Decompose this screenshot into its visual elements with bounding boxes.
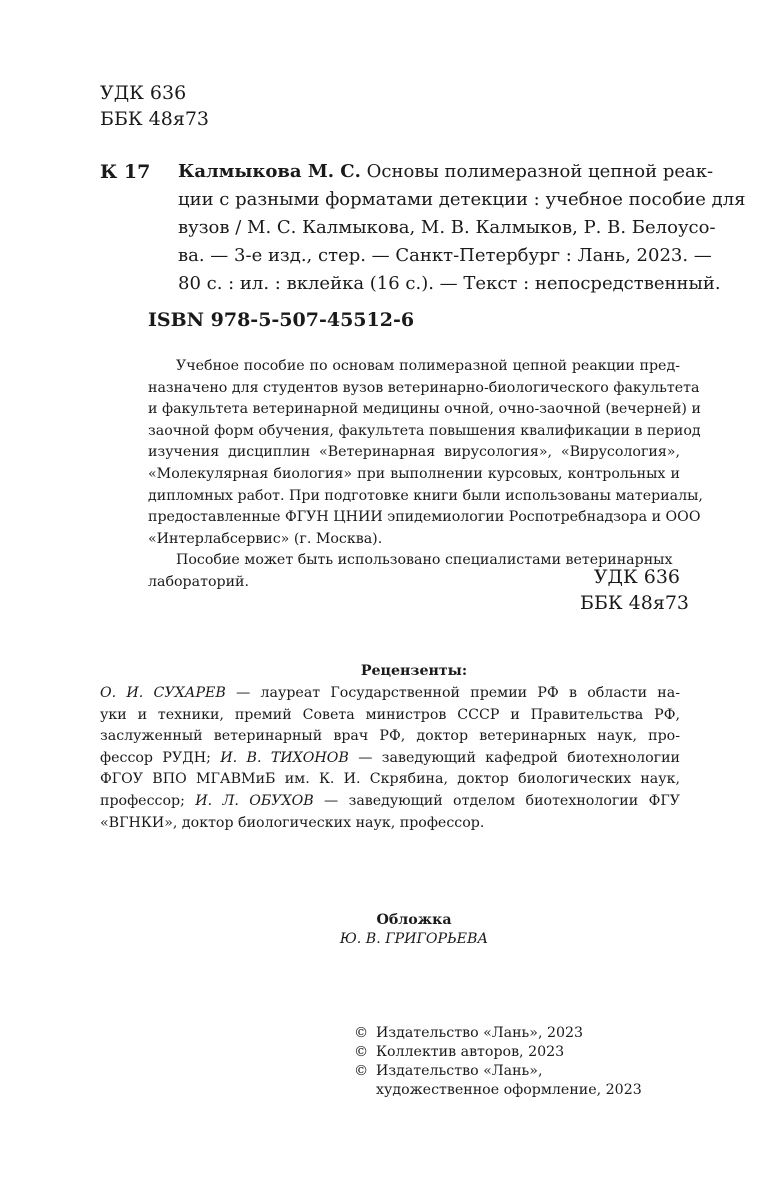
annotation-line: Пособие может быть использовано специалистами ветеринарных	[176, 552, 673, 569]
copyright-symbol: ©	[354, 1025, 369, 1041]
copyright-line: © Коллектив авторов, 2023	[354, 1044, 565, 1060]
annotation-line: дипломных работ. При подготовке книги были использованы материалы,	[148, 487, 703, 504]
annotation-line: заочной форм обучения, факультета повышения квалификации в период	[148, 422, 701, 439]
copyright-line: © Издательство «Лань»,	[354, 1063, 543, 1079]
reviewers-line: «ВГНКИ», доктор биологических наук, профессор.	[100, 814, 485, 831]
catalog-line: Калмыкова М. С. Основы полимеразной цепной реак-	[178, 161, 714, 182]
annotation-line: Учебное пособие по основам полимеразной цепной реакции пред-	[176, 358, 680, 374]
annotation-line: изучения дисциплин «Ветеринарная вирусология», «Вирусология»,	[148, 444, 680, 461]
udk-code: УДК 636	[100, 82, 187, 104]
annotation-line: лабораторий.	[148, 573, 249, 590]
author-sign: К 17	[100, 161, 151, 183]
catalog-author: Калмыкова М. С.	[178, 161, 361, 182]
reviewers-line: заслуженный ветеринарный врач РФ, доктор ветеринарных наук, про-	[100, 728, 680, 745]
annotation-line: «Молекулярная биология» при выполнении курсовых, контрольных и	[148, 465, 680, 482]
reviewers-line: уки и техники, премий Совета министров СССР и Правительства РФ,	[100, 706, 680, 723]
catalog-line: ции с разными форматами детекции : учебное пособие для	[178, 189, 746, 210]
bottom-classification-codes	[580, 564, 690, 616]
udk-code-bottom: УДК 636	[593, 566, 680, 588]
catalog-entry	[178, 158, 746, 298]
annotation-line: назначено для студентов вузов ветеринарно-биологического факультета	[148, 379, 700, 396]
reviewers-line: профессор; И. Л. ОБУХОВ — заведующий отделом биотехнологии ФГУ	[100, 792, 681, 809]
annotation-line: предоставленные ФГУН ЦНИИ эпидемиологии Роспотребнадзора и ООО	[148, 509, 701, 526]
bbk-code-bottom: ББК 48я73	[580, 592, 690, 614]
bbk-code: ББК 48я73	[100, 108, 210, 130]
cover-heading: Обложка	[376, 912, 452, 928]
copyright-line: © Издательство «Лань», 2023	[354, 1025, 584, 1041]
catalog-line: ва. — 3-е изд., стер. — Санкт-Петербург : Лань, 2023. —	[178, 245, 712, 266]
reviewer-name: И. Л. ОБУХОВ	[195, 792, 314, 809]
annotation-line: «Интерлабсервис» (г. Москва).	[148, 530, 383, 547]
reviewer-name: О. И. СУХАРЕВ	[100, 685, 226, 701]
reviewers-line: ФГОУ ВПО МГАВМиБ им. К. И. Скрябина, доктор биологических наук,	[100, 771, 680, 788]
reviewers-line: фессор РУДН; И. В. ТИХОНОВ — заведующий кафедрой биотехнологии	[100, 749, 680, 766]
copyright-symbol: ©	[354, 1063, 369, 1079]
reviewers-heading: Рецензенты:	[360, 663, 468, 679]
catalog-line: 80 с. : ил. : вклейка (16 с.). — Текст : непосредственный.	[178, 273, 721, 294]
reviewers-text	[100, 683, 680, 834]
top-classification-codes	[100, 80, 209, 132]
copyright-line: художественное оформление, 2023	[376, 1082, 642, 1098]
isbn: ISBN 978-5-507-45512-6	[148, 309, 415, 331]
copyright-block	[354, 1024, 684, 1100]
cover-designer: Ю. В. ГРИГОРЬЕВА	[339, 931, 489, 947]
catalog-line: вузов / М. С. Калмыкова, М. В. Калмыков, Р. В. Белоусо-	[178, 217, 716, 238]
reviewers-line: О. И. СУХАРЕВ — лауреат Государственной премии РФ в области на-	[100, 685, 680, 701]
copyright-symbol: ©	[354, 1044, 369, 1060]
annotation-line: и факультета ветеринарной медицины очной, очно-заочной (вечерней) и	[148, 401, 701, 418]
annotation	[148, 356, 703, 594]
reviewer-name: И. В. ТИХОНОВ	[220, 749, 349, 766]
